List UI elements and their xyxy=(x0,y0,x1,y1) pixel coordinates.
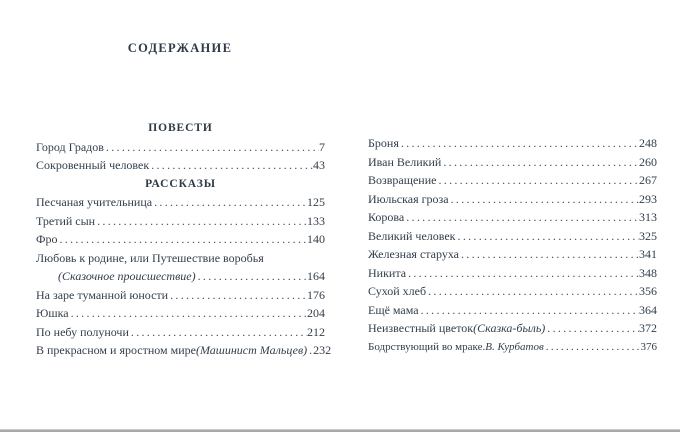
page-number: 325 xyxy=(639,228,657,243)
toc-entry xyxy=(36,230,325,249)
page-number: 125 xyxy=(307,195,325,209)
entry-title: Фро xyxy=(36,232,58,246)
section-heading-label: ПОВЕСТИ xyxy=(148,122,213,134)
toc-entry xyxy=(368,319,657,338)
toc-entry xyxy=(36,249,325,268)
toc-entry xyxy=(368,245,657,264)
page-number: 248 xyxy=(639,136,657,150)
leader-dots xyxy=(545,319,639,338)
page-number: 140 xyxy=(307,232,325,246)
page-number: 164 xyxy=(307,269,325,283)
entry-title: Железная старуха xyxy=(368,247,459,261)
entry-title: Никита xyxy=(368,265,407,280)
page-number: 43 xyxy=(313,158,325,172)
entry-title: Броня xyxy=(368,136,399,150)
entry-title: Сокровенный человек xyxy=(36,158,150,172)
toc-entry xyxy=(368,264,657,283)
leader-dots xyxy=(57,230,307,249)
toc-entry xyxy=(36,341,332,360)
leader-dots xyxy=(406,264,639,283)
leader-dots xyxy=(456,227,639,246)
leader-dots xyxy=(449,190,639,209)
leader-dots xyxy=(168,286,307,305)
entry-title: Сухой хлеб xyxy=(368,284,427,298)
entry-title: Юшка xyxy=(36,306,69,320)
toc-entry xyxy=(368,282,657,301)
toc-entry xyxy=(36,323,325,342)
page-number: 356 xyxy=(639,284,657,298)
leader-dots xyxy=(544,338,641,357)
leader-dots xyxy=(149,156,313,175)
entry-title: Корова xyxy=(368,210,405,224)
page-number: 313 xyxy=(639,210,657,224)
toc-entry xyxy=(368,227,657,246)
toc-entry xyxy=(368,153,657,172)
toc-entry xyxy=(368,134,657,153)
entry-title: Любовь к родине, или Путешествие воробья xyxy=(36,250,264,265)
toc-entry xyxy=(36,304,325,323)
page-number: 232 xyxy=(313,343,332,357)
leader-dots xyxy=(436,171,639,190)
page-number: 176 xyxy=(307,287,325,302)
entry-title: По небу полуночи xyxy=(36,324,129,339)
toc-entry xyxy=(36,212,325,231)
entry-title: Песчаная учительница xyxy=(36,195,153,209)
entry-title: В прекрасном и яростном мире xyxy=(36,343,196,357)
leader-dots xyxy=(426,282,639,301)
entry-title: Ещё мама xyxy=(368,302,419,317)
leader-dots xyxy=(399,134,639,153)
page-number: 293 xyxy=(639,191,657,206)
toc-entry xyxy=(36,138,325,157)
leader-dots xyxy=(441,153,639,172)
page-number: 267 xyxy=(639,173,657,187)
page-number: 364 xyxy=(639,302,657,317)
leader-dots xyxy=(419,301,639,320)
page-number: 7 xyxy=(319,139,325,154)
entry-title: Третий сын xyxy=(36,213,96,228)
toc-entry xyxy=(36,267,325,286)
entry-title: Город Градов xyxy=(36,139,104,154)
toc-entry xyxy=(36,156,325,175)
page-bottom-edge xyxy=(0,429,680,432)
toc-entry xyxy=(368,301,657,320)
section-heading-label: РАССКАЗЫ xyxy=(145,177,216,190)
leader-dots xyxy=(459,245,639,264)
page-number: 212 xyxy=(307,324,325,339)
toc-entry xyxy=(36,193,325,212)
toc-entry xyxy=(368,190,657,209)
leader-dots xyxy=(129,323,307,342)
entry-title: Бодрствующий во мраке. xyxy=(368,340,486,353)
entry-subtitle: (Сказка-быль) xyxy=(473,321,546,335)
entry-subtitle: В. Курбатов xyxy=(485,340,544,353)
section-heading xyxy=(36,119,325,138)
page-number: 376 xyxy=(640,340,657,353)
toc-column-left xyxy=(36,119,332,360)
leader-dots xyxy=(196,267,307,286)
entry-title: Июльская гроза xyxy=(368,191,449,206)
section-heading xyxy=(36,175,325,194)
toc-entry xyxy=(368,171,657,190)
page-number: 260 xyxy=(639,154,657,169)
leader-dots xyxy=(95,212,307,231)
page-number: 348 xyxy=(639,265,657,280)
entry-subtitle: (Машинист Мальцев) xyxy=(195,343,308,357)
toc-entry xyxy=(368,338,657,357)
leader-dots xyxy=(69,304,307,323)
toc-column-right xyxy=(368,134,657,356)
entry-title: Великий человек xyxy=(368,228,456,243)
entry-title: Возвращение xyxy=(368,173,437,187)
page-number: 372 xyxy=(639,321,657,335)
leader-dots xyxy=(152,193,307,212)
page-number: 341 xyxy=(639,247,657,261)
entry-subtitle: (Сказочное происшествие) xyxy=(58,269,196,283)
contents-title: СОДЕРЖАНИЕ xyxy=(127,41,233,55)
entry-title: Неизвестный цветок xyxy=(368,321,474,335)
page-number: 204 xyxy=(307,306,325,320)
entry-title: Иван Великий xyxy=(368,154,442,169)
leader-dots xyxy=(104,138,319,157)
toc-entry xyxy=(368,208,657,227)
leader-dots xyxy=(404,208,639,227)
entry-title: На заре туманной юности xyxy=(36,287,169,302)
toc-entry xyxy=(36,286,325,305)
page-number: 133 xyxy=(307,213,325,228)
